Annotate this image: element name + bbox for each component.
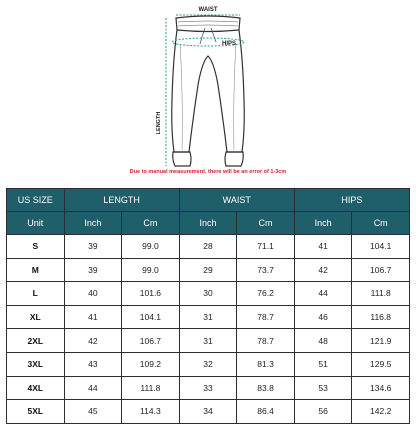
table-row (7, 376, 410, 400)
drawstring (200, 28, 216, 44)
table-row (7, 258, 410, 282)
cell-waist-inch: 31 (179, 329, 237, 353)
cell-length-cm: 111.8 (122, 376, 180, 400)
header-waist-inch: Inch (179, 212, 237, 235)
cell-hips-inch: 46 (294, 305, 352, 329)
cell-waist-inch: 34 (179, 400, 237, 424)
measurement-note: Due to manual measurement, there will be an error of 1-3cm (129, 169, 287, 175)
cell-hips-cm: 116.8 (352, 305, 410, 329)
table-row (7, 400, 410, 424)
cell-length-cm: 99.0 (122, 235, 180, 259)
cell-length-cm: 101.6 (122, 282, 180, 306)
cell-hips-inch: 53 (294, 376, 352, 400)
cell-waist-cm: 81.3 (237, 352, 295, 376)
cell-length-inch: 44 (64, 376, 122, 400)
cell-waist-inch: 29 (179, 258, 237, 282)
cell-waist-cm: 78.7 (237, 305, 295, 329)
cell-size: 2XL (7, 329, 65, 353)
cell-hips-inch: 42 (294, 258, 352, 282)
right-cuff (225, 152, 243, 166)
cell-waist-inch: 30 (179, 282, 237, 306)
cell-hips-inch: 48 (294, 329, 352, 353)
header-waist-cm: Cm (237, 212, 295, 235)
cell-hips-cm: 134.6 (352, 376, 410, 400)
header-unit: Unit (7, 212, 65, 235)
waistband (176, 16, 240, 32)
cell-length-inch: 45 (64, 400, 122, 424)
size-table (6, 188, 410, 424)
cell-length-inch: 39 (64, 235, 122, 259)
cell-size: M (7, 258, 65, 282)
cell-waist-cm: 83.8 (237, 376, 295, 400)
table-row (7, 352, 410, 376)
cell-length-cm: 99.0 (122, 258, 180, 282)
cell-waist-inch: 33 (179, 376, 237, 400)
cell-length-inch: 42 (64, 329, 122, 353)
pants-outline (172, 30, 245, 152)
cell-waist-cm: 78.7 (237, 329, 295, 353)
header-row-units (7, 212, 410, 235)
cell-length-cm: 104.1 (122, 305, 180, 329)
header-hips: HIPS (294, 189, 409, 212)
cell-hips-cm: 111.8 (352, 282, 410, 306)
cell-hips-inch: 56 (294, 400, 352, 424)
cell-waist-inch: 32 (179, 352, 237, 376)
hips-label: HIPS (222, 41, 237, 47)
cell-length-inch: 43 (64, 352, 122, 376)
cell-hips-inch: 44 (294, 282, 352, 306)
table-row (7, 235, 410, 259)
cell-size: L (7, 282, 65, 306)
cell-hips-cm: 104.1 (352, 235, 410, 259)
cell-length-inch: 41 (64, 305, 122, 329)
waist-label: WAIST (198, 7, 218, 13)
cell-length-cm: 109.2 (122, 352, 180, 376)
cell-waist-inch: 28 (179, 235, 237, 259)
cell-hips-cm: 121.9 (352, 329, 410, 353)
cell-size: S (7, 235, 65, 259)
header-length-cm: Cm (122, 212, 180, 235)
header-us-size: US SIZE (7, 189, 65, 212)
cell-waist-inch: 31 (179, 305, 237, 329)
cell-waist-cm: 76.2 (237, 282, 295, 306)
cell-size: 5XL (7, 400, 65, 424)
header-waist: WAIST (179, 189, 294, 212)
header-hips-inch: Inch (294, 212, 352, 235)
length-label: LENGTH (156, 111, 162, 135)
cell-length-inch: 40 (64, 282, 122, 306)
cell-size: 3XL (7, 352, 65, 376)
cell-hips-cm: 106.7 (352, 258, 410, 282)
header-length-inch: Inch (64, 212, 122, 235)
cell-hips-inch: 51 (294, 352, 352, 376)
cell-size: XL (7, 305, 65, 329)
cell-waist-cm: 73.7 (237, 258, 295, 282)
cell-size: 4XL (7, 376, 65, 400)
cell-hips-inch: 41 (294, 235, 352, 259)
cell-length-cm: 106.7 (122, 329, 180, 353)
header-hips-cm: Cm (352, 212, 410, 235)
pants-diagram (0, 0, 416, 186)
header-length: LENGTH (64, 189, 179, 212)
left-cuff (173, 152, 191, 166)
table-row (7, 305, 410, 329)
cell-hips-cm: 129.5 (352, 352, 410, 376)
cell-waist-cm: 86.4 (237, 400, 295, 424)
cell-length-cm: 114.3 (122, 400, 180, 424)
table-row (7, 282, 410, 306)
header-row-top (7, 189, 410, 212)
cell-hips-cm: 142.2 (352, 400, 410, 424)
cell-length-inch: 39 (64, 258, 122, 282)
size-table-body (7, 235, 410, 424)
table-row (7, 329, 410, 353)
cell-waist-cm: 71.1 (237, 235, 295, 259)
